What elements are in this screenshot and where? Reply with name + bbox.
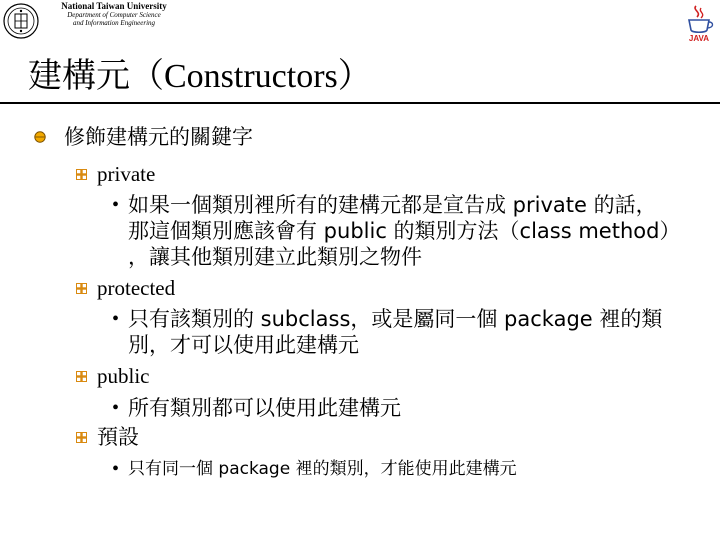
bullet-main-text: 修飾建構元的關鍵字 [64, 125, 253, 149]
sub-bullet-dot: • [112, 194, 120, 216]
item-private-label: private [97, 162, 156, 186]
level1-bullet-icon [34, 131, 46, 143]
title-paren-close: ） [337, 56, 372, 96]
private-description-line-2: 那這個類別應該會有 public 的類別方法（class method） [128, 219, 681, 243]
sub-bullet-dot: • [112, 308, 120, 330]
university-name: National Taiwan University [61, 1, 167, 11]
item-protected-label: protected [97, 276, 176, 300]
sub-bullet-dot: • [112, 397, 120, 419]
public-description-line-1: 所有類別都可以使用此建構元 [128, 396, 401, 420]
protected-description-line-2: 別，才可以使用此建構元 [128, 333, 359, 357]
sub-bullet-dot: • [112, 458, 120, 480]
item-public-label: public [97, 364, 150, 388]
title-cjk: 建構元 [28, 56, 130, 96]
private-description-line-3: ，讓其他類別建立此類別之物件 [128, 245, 422, 269]
department-line-2: and Information Engineering [72, 18, 156, 27]
level2-bullet-icon [76, 283, 87, 294]
default-description-line-1: 只有同一個 package 裡的類別，才能使用此建構元 [128, 459, 517, 479]
item-default-label: 預設 [97, 425, 139, 449]
protected-description-line-1: 只有該類別的 subclass，或是屬同一個 package 裡的類 [128, 307, 663, 331]
private-description-line-1: 如果一個類別裡所有的建構元都是宣告成 private 的話， [128, 193, 657, 217]
level2-bullet-icon [76, 432, 87, 443]
department-line-1: Department of Computer Science [67, 10, 161, 19]
level2-bullet-icon [76, 371, 87, 382]
java-logo-text: JAVA [688, 34, 710, 42]
level2-bullet-icon [76, 169, 87, 180]
title-paren-open: （ [130, 56, 164, 96]
title-latin: Constructors [164, 58, 338, 95]
